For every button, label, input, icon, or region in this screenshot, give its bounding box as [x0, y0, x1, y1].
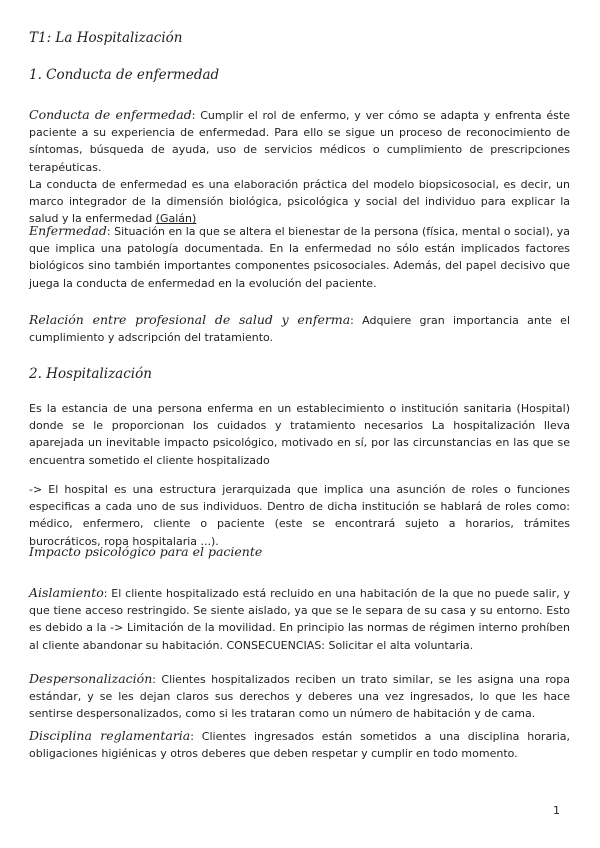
term-despersonalizacion: Despersonalización	[29, 671, 153, 686]
term-aislamiento: Aislamiento	[29, 585, 104, 600]
text-enfermedad: : Situación en la que se altera el bienestar de la persona (física, mental o social), ya que implica una patología documentada. En la enfermedad no sólo están implicados factores biológicos sino también importantes componentes psicosociales. Además, del papel decisivo que juega la conducta de enfermedad en la evolución del paciente.	[29, 225, 570, 290]
galan-link[interactable]: (Galán)	[155, 212, 197, 226]
text-disciplina: : Clientes ingresados están sometidos a una disciplina horaria, obligaciones higiénicas y otros deberes que deben respetar y cumplir en todo momento.	[29, 730, 570, 761]
section-heading-hospitalizacion: 2. Hospitalización	[29, 366, 152, 382]
term-disciplina: Disciplina reglamentaria	[29, 728, 191, 743]
text-despersonalizacion: : Clientes hospitalizados reciben un trato similar, se les asigna una ropa estándar, y se les dejan claros sus derechos y deberes una vez ingresados, lo que les hace sentirse despersonalizados, como si les trataran como un número de habitación y de cama.	[29, 673, 570, 721]
paragraph-despersonalizacion	[29, 670, 570, 723]
text-conducta-2: La conducta de enfermedad es una elaboración práctica del modelo biopsicosocial, es decir, un marco integrador de la dimensión biológica, psicológica y social del individuo para explicar la salud y la enfermedad	[29, 177, 570, 226]
page-number: 1	[553, 804, 560, 817]
text-aislamiento: : El cliente hospitalizado está recluido en una habitación de la que no puede salir, y que tiene acceso restringido. Se siente aislado, ya que se le separa de su casa y su entorno. Esto es debido a la -> Limitación de la movilidad. En principio las normas de régimen interno prohíben al cliente abandonar su habitación. CONSECUENCIAS: Solicitar el alta voluntaria.	[29, 587, 570, 652]
paragraph-hospital-estructura: -> El hospital es una estructura jerarquizada que implica una asunción de roles o funciones especificas a cada uno de sus individuos. Dentro de dicha institución se hablará de roles como: médico, enfermero, cliente o paciente (este se encontrará sujeto a horarios, trámites burocráticos, ropa hospitalaria ...).	[29, 483, 570, 548]
text-conducta: : Cumplir el rol de enfermo, y ver cómo se adapta y enfrenta éste paciente a su experiencia de enfermedad. Para ello se sigue un proceso de reconocimiento de síntomas, búsqueda de ayuda, uso de servicios médicos o cumplimiento de prescripciones terapéuticas.	[29, 109, 570, 174]
subheading-impacto: Impacto psicológico para el paciente	[29, 544, 263, 559]
term-relacion: Relación entre profesional de salud y enferma	[29, 312, 351, 327]
term-enfermedad: Enfermedad	[29, 223, 107, 238]
term-conducta: Conducta de enfermedad	[29, 107, 192, 122]
section-heading-conducta: 1. Conducta de enfermedad	[29, 67, 220, 83]
paragraph-enfermedad	[29, 222, 570, 292]
paragraph-relacion	[29, 311, 570, 346]
paragraph-conducta	[29, 106, 570, 227]
paragraph-disciplina	[29, 727, 570, 762]
paragraph-aislamiento	[29, 584, 570, 654]
page-title: T1: La Hospitalización	[29, 30, 183, 46]
paragraph-hospitalizacion: Es la estancia de una persona enferma en un establecimiento o institución sanitaria (Hospital) donde se le proporcionan los cuidados y tratamiento necesarios La hospitalización lleva aparejada un inevitable impacto psicológico, motivado en sí, por las circunstancias en las que se encuentra sometido el cliente hospitalizado	[29, 402, 570, 467]
text-relacion: : Adquiere gran importancia ante el cumplimiento y adscripción del tratamiento.	[29, 314, 570, 345]
